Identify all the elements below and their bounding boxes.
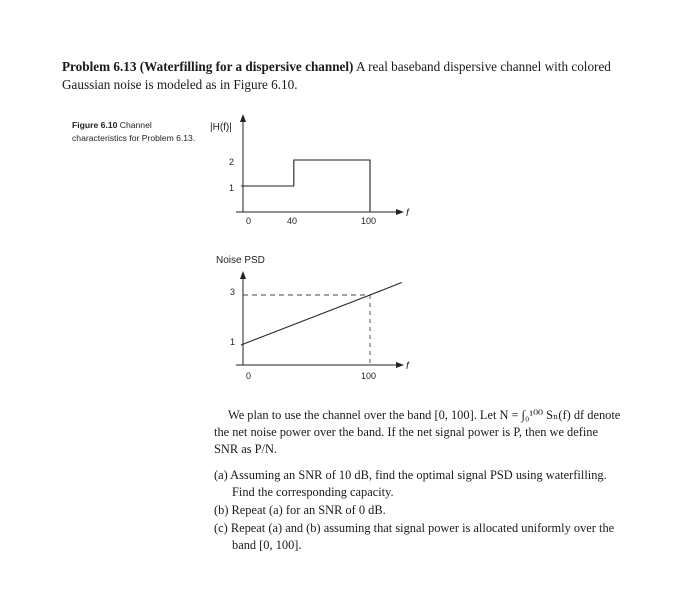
- chart2-noise-line: [241, 283, 402, 346]
- chart1-y-tick-1: 1: [229, 183, 235, 193]
- figure-caption-text: Channel characteristics for Problem 6.13.: [72, 120, 196, 143]
- problem-body: [214, 407, 624, 555]
- chart2-title: Noise PSD: [216, 255, 265, 266]
- chart1-title: |H(f)|: [210, 122, 232, 133]
- chart1-x-label: f: [406, 208, 409, 219]
- chart2-x-arrow: [396, 362, 404, 368]
- part-b: (b) Repeat (a) for an SNR of 0 dB.: [214, 503, 386, 517]
- body-paragraph: We plan to use the channel over the band [0, 100]. Let N = ∫₀¹⁰⁰ Sₙ(f) df denote the net noise power over the band. If the net signal power is P, then we define SNR as P/N.: [214, 408, 621, 456]
- problem-heading: Problem 6.13 (Waterfilling for a dispersive channel): [62, 59, 354, 74]
- channel-response-chart: [210, 114, 410, 226]
- chart2-x-tick-0: 0: [246, 371, 252, 381]
- chart1-response-line: [241, 160, 370, 212]
- chart1-y-arrow: [240, 114, 246, 122]
- chart1-y-tick-2: 2: [229, 157, 235, 167]
- noise-psd-chart: [216, 255, 410, 381]
- chart2-x-tick-100: 100: [361, 371, 377, 381]
- chart1-x-tick-40: 40: [287, 216, 298, 226]
- chart1-x-arrow: [396, 209, 404, 215]
- chart2-y-tick-1: 1: [230, 337, 236, 347]
- problem-intro-text: A real baseband dispersive channel with colored Gaussian noise is modeled as in Figure 6.10.: [62, 59, 611, 92]
- chart2-y-tick-3: 3: [230, 287, 236, 297]
- figure-label: Figure 6.10: [72, 120, 118, 130]
- part-c: (c) Repeat (a) and (b) assuming that signal power is allocated uniformly over the band [0, 100].: [214, 521, 615, 552]
- chart1-x-tick-0: 0: [246, 216, 252, 226]
- chart2-y-arrow: [240, 271, 246, 279]
- chart1-x-tick-100: 100: [361, 216, 377, 226]
- chart2-x-label: f: [406, 361, 409, 372]
- part-a: (a) Assuming an SNR of 10 dB, find the optimal signal PSD using waterfilling. Find the corresponding capacity.: [214, 468, 607, 499]
- problem-parts: [214, 467, 624, 554]
